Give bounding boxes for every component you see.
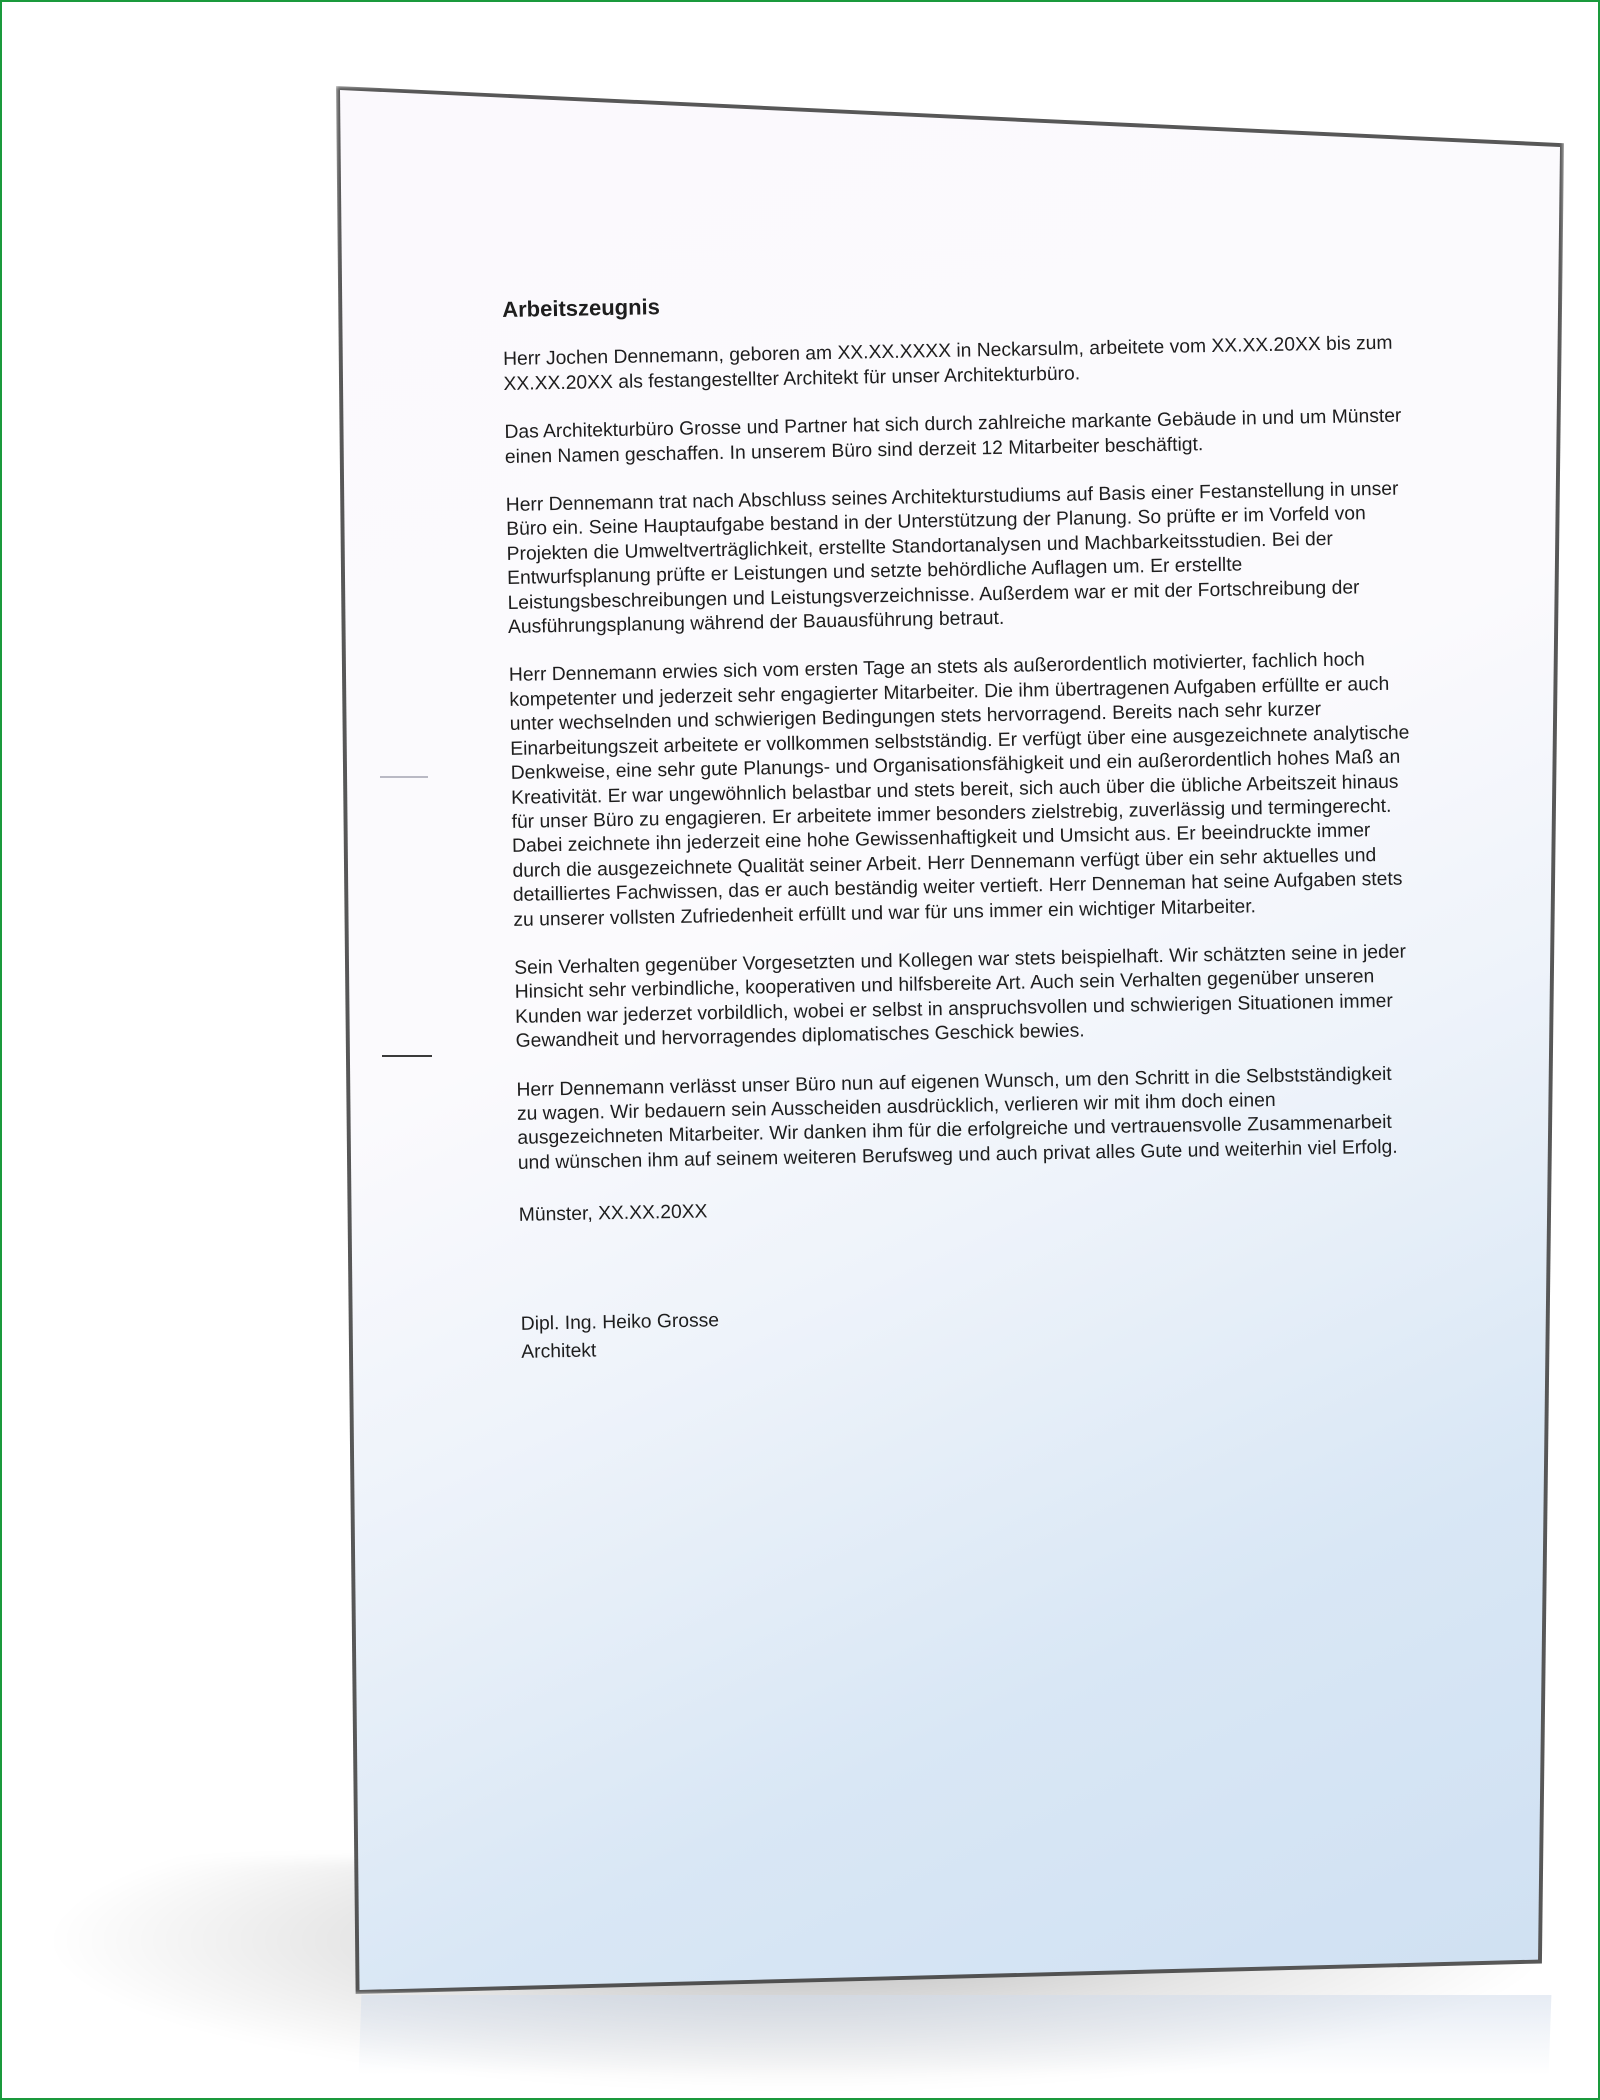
fold-mark [380,776,428,778]
signatory-title: Architekt [521,1340,597,1363]
hole-punch-mark [382,1055,432,1057]
signatory-name: Dipl. Ing. Heiko Grosse [520,1309,720,1335]
place-date: Münster, XX.XX.20XX [518,1201,708,1227]
paragraph-duties: Herr Dennemann trat nach Abschluss seines Architekturstudiums auf Basis einer Festanstellung in unser Büro ein. Seine Hauptaufgabe bestand in der Unterstützung der Planung. So prüfte er im Vorfeld von Projekten die Umweltverträglichkeit, erstellte Standortanalysen und Machbarkeitsstudien. Bei der Entwurfsplanung prüfte er Leistungen und setzte behördliche Auflagen um. Er erstellte Leistungsbeschreibungen und Leistungsverzeichnisse. Außerdem war er mit der Fortschreibung der Ausführungsplanung während der Bauausführung betraut. [505,478,1399,639]
paragraph-company: Das Architekturbüro Grosse und Partner hat sich durch zahlreiche markante Gebäude in und um Münster einen Namen geschaffen. In unserem Büro sind derzeit 12 Mitarbeiter beschäftigt. [504,405,1402,468]
document-content [502,281,1461,1367]
page-reflection [359,1995,1552,2075]
paragraph-conduct: Sein Verhalten gegenüber Vorgesetzten und Kollegen war stets beispielhaft. Wir schätzten seine in jeder Hinsicht sehr verbindliche, kooperativen und hilfsbereite Art. Auch sein Verhalten gegenüber unseren Kunden war jederzet vorbildlich, wobei er selbst in anspruchsvollen und schwierigen Situationen immer Gewandheit und hervorragendes diplomatisches Geschick bewies. [514,941,1407,1053]
document-title: Arbeitszeugnis [501,294,661,322]
paragraph-performance: Herr Dennemann erwies sich vom ersten Tage an stets als außerordentlich motivierter, fachlich hoch kompetenter und jederzeit sehr engagierter Mitarbeiter. Die ihm übertragenen Aufgaben erfüllte er auch unter wechselnden und schwierigen Bedingungen stets hervorragend. Bereits nach sehr kurzer Einarbeitungszeit arbeitete er vollkommen selbstständig. Er verfügt über eine ausgezeichnete analytische Denkweise, eine sehr gute Planungs- und Organisationsfähigkeit und ein außerordentlich hohes Maß an Kreativität. Er war ungewöhnlich belastbar und stets bereit, sich auch über die übliche Arbeitszeit hinaus für unser Büro zu engagieren. Er arbeitete immer besonders zielstrebig, zuverlässig und termingerecht. Dabei zeichnete ihn jederzeit eine hohe Gewissenhaftigkeit und Umsicht aus. Er beeindruckte immer durch die ausgezeichnete Qualität seiner Arbeit. Herr Dennemann verfügt über ein sehr aktuelles und detailliertes Fachwissen, das er auch beständig weiter vertieft. Herr Denneman hat seine Aufgaben stets zu unserer vollsten Zufriedenheit erfüllt und war für uns immer ein wichtiger Mitarbeiter. [508,649,1410,931]
paragraph-departure: Herr Dennemann verlässt unser Büro nun auf eigenen Wunsch, um den Schritt in die Selbstständigkeit zu wagen. Wir bedauern sein Ausscheiden ausdrücklich, verlieren wir mit ihm doch einen ausgezeichneten Mitarbeiter. Wir danken ihm für die erfolgreiche und vertrauensvolle Zusammenarbeit und wünschen ihm auf seinem weiteren Berufsweg und auch privat alles Gute und weiterhin viel Erfolg. [516,1063,1398,1174]
paragraph-employment: Herr Jochen Dennemann, geboren am XX.XX.XXXX in Neckarsulm, arbeitete vom XX.XX.20XX bis zum XX.XX.20XX als festangestellter Architekt für unser Architekturbüro. [502,333,1393,395]
